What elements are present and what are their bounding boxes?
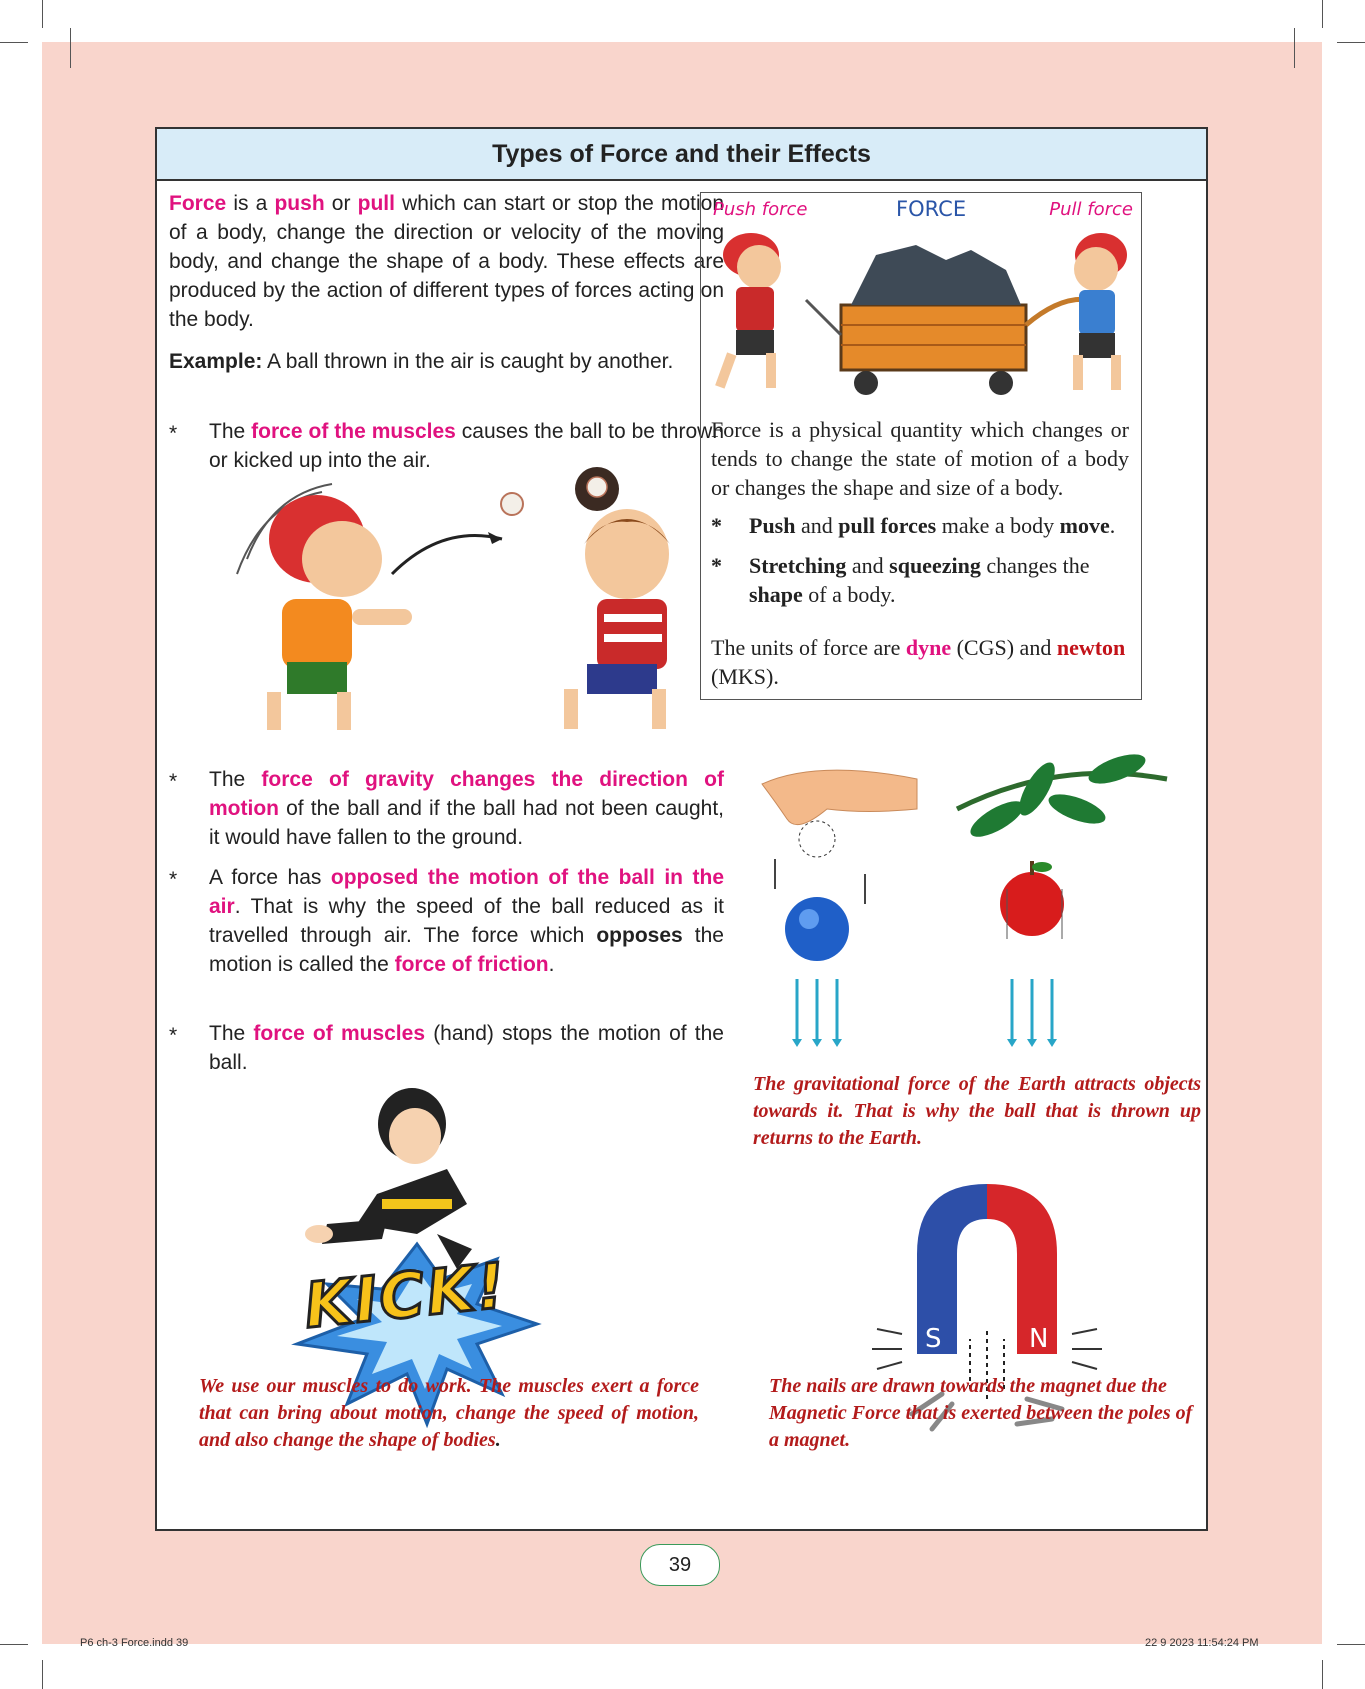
bullet-star: * <box>169 1024 178 1047</box>
bullet-3 <box>169 863 724 979</box>
highlight: force of the muscles <box>251 420 456 443</box>
text: The <box>209 420 252 443</box>
text: (MKS). <box>711 664 779 689</box>
crop-mark <box>70 28 71 68</box>
text: of the ball and if the ball had not been caught, it would have fallen to the ground. <box>209 797 724 849</box>
highlight: force of muscles <box>253 1022 425 1045</box>
bullet-star: * <box>711 553 722 578</box>
text: . <box>1109 513 1116 538</box>
push-pull-cart-illustration <box>701 225 1143 403</box>
unit-dyne: dyne <box>905 635 952 660</box>
crop-mark <box>0 42 28 43</box>
text: and <box>846 553 890 578</box>
bullet-star: * <box>169 422 178 445</box>
footer-timestamp: 22 9 2023 11:54:24 PM <box>1145 1637 1259 1649</box>
bullet-star: * <box>169 770 178 793</box>
push-force-label: Push force <box>713 199 808 220</box>
text: The <box>209 1022 254 1045</box>
page-title: Types of Force and their Effects <box>157 129 1206 181</box>
text: (CGS) and <box>951 635 1057 660</box>
text: A force has <box>209 866 331 889</box>
text: or <box>324 192 358 215</box>
text: . <box>548 953 555 976</box>
crop-mark <box>0 1644 28 1645</box>
bold-term: Push <box>749 513 796 538</box>
crop-mark <box>1337 1644 1365 1645</box>
muscles-caption <box>199 1373 699 1454</box>
text: . <box>495 1429 501 1451</box>
text: which can start or stop the motion of a body, change the direction or velocity of the moving body, and change the shape of a body. These effects are produced by the action of different types of forces acting on the body. <box>169 192 724 331</box>
kick-text: KICK! <box>300 1248 511 1343</box>
page-number: 39 <box>640 1544 720 1586</box>
bullet-star: * <box>169 868 178 891</box>
bold-term: shape <box>749 582 803 607</box>
highlight: opposed the motion of the ball in the air <box>209 866 724 918</box>
unit-newton: newton <box>1056 635 1126 660</box>
crop-mark <box>42 1660 43 1689</box>
bold-term: squeezing <box>889 553 981 578</box>
bold-term: move <box>1059 513 1110 538</box>
text: The <box>209 768 262 791</box>
content-frame <box>155 127 1208 1531</box>
term-pull: pull <box>357 192 395 215</box>
text: (hand) stops the motion of the ball. <box>209 1022 724 1074</box>
example-text: A ball thrown in the air is caught by another. <box>262 350 674 373</box>
crop-mark <box>1337 42 1365 43</box>
text: of a body. <box>802 582 896 607</box>
force-units <box>711 633 1129 691</box>
intro-paragraph <box>169 189 724 334</box>
example-paragraph <box>169 347 724 376</box>
text: changes the <box>980 553 1090 578</box>
force-point-2 <box>711 551 1129 607</box>
bold-term: pull forces <box>838 513 937 538</box>
text: and <box>795 513 839 538</box>
crop-mark <box>42 0 43 28</box>
example-label: Example: <box>169 350 263 373</box>
highlight: force of friction <box>394 953 549 976</box>
text: is a <box>226 192 275 215</box>
force-definition: Force is a physical quantity which changes or tends to change the state of motion of a body or changes the shape and size of a body. <box>711 417 1129 500</box>
crop-mark <box>1322 0 1323 28</box>
bullet-2 <box>169 765 724 852</box>
text: the motion is called the <box>209 924 724 976</box>
term-push: push <box>274 192 325 215</box>
text: make a body <box>936 513 1060 538</box>
bullet-star: * <box>711 513 722 538</box>
text: . That is why the speed of the ball reduced as it travelled through air. The force which <box>209 895 724 947</box>
boys-playing-catch-illustration <box>212 464 712 739</box>
bold-term: Stretching <box>749 553 847 578</box>
magnet-s-pole: S <box>925 1324 942 1354</box>
gravity-caption: The gravitational force of the Earth attracts objects towards it. That is why the ball that is thrown up returns to the Earth. <box>753 1073 1201 1149</box>
footer-file-info: P6 ch-3 Force.indd 39 <box>80 1637 189 1649</box>
text: causes the ball to be thrown or kicked up into the air. <box>209 420 724 472</box>
text: The units of force are <box>711 635 906 660</box>
bold-term: opposes <box>596 924 683 947</box>
crop-mark <box>1294 28 1295 68</box>
highlight: force of gravity changes the direction of motion <box>209 768 724 820</box>
magnet-caption: The nails are drawn towards the magnet due the Magnetic Force that is exerted between the poles of a magnet. <box>769 1375 1193 1451</box>
bullet-4 <box>169 1019 724 1077</box>
magnet-n-pole: N <box>1029 1324 1049 1354</box>
force-definition-box <box>700 192 1142 700</box>
force-point-1 <box>711 511 1129 540</box>
term-force: Force <box>169 192 227 215</box>
crop-mark <box>1322 1660 1323 1689</box>
text: We use our muscles to do work. The muscles exert a force that can bring about motion, change the speed of motion, and also change the shape of bodies <box>199 1375 699 1451</box>
force-label: FORCE <box>896 197 967 221</box>
pull-force-label: Pull force <box>1049 199 1133 220</box>
